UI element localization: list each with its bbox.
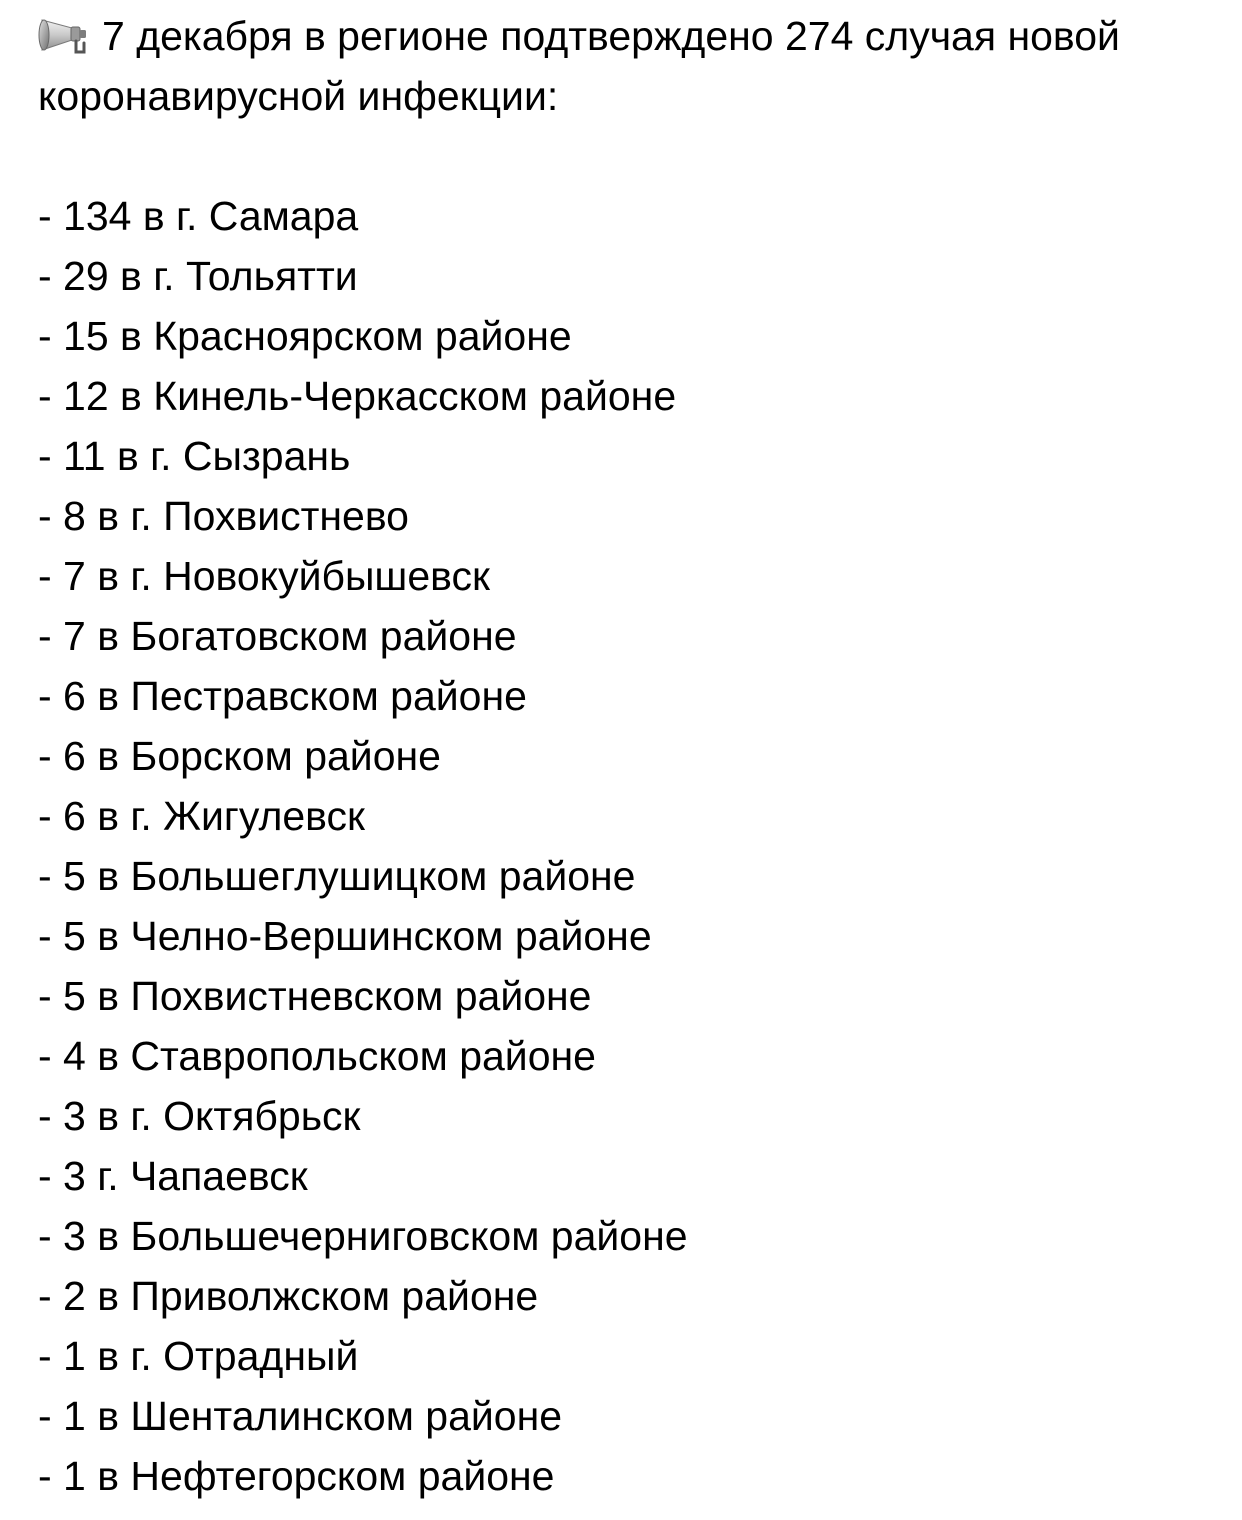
list-item: - 29 в г. Тольятти bbox=[38, 253, 358, 299]
list-item: - 7 в г. Новокуйбышевск bbox=[38, 553, 490, 599]
list-item: - 2 в Приволжском районе bbox=[38, 1273, 539, 1319]
list-item: - 1 в Нефтегорском районе bbox=[38, 1453, 555, 1499]
list-item: - 3 в Большечерниговском районе bbox=[38, 1213, 688, 1259]
list-item: - 15 в Красноярском районе bbox=[38, 313, 572, 359]
list-item: - 7 в Богатовском районе bbox=[38, 613, 517, 659]
list-item: - 5 в Большеглушицком районе bbox=[38, 853, 636, 899]
headline-text: 7 декабря в регионе подтверждено 274 случая новой коронавирусной инфекции: bbox=[38, 13, 1120, 119]
headline bbox=[38, 6, 1218, 126]
list-item: - 5 в Похвистневском районе bbox=[38, 973, 592, 1019]
list-item: - 6 в г. Жигулевск bbox=[38, 793, 365, 839]
list-item: - 8 в г. Похвистнево bbox=[38, 493, 409, 539]
cases-list bbox=[38, 186, 1218, 1506]
megaphone-icon bbox=[38, 10, 92, 56]
list-item: - 6 в Борском районе bbox=[38, 733, 441, 779]
list-item: - 1 в г. Отрадный bbox=[38, 1333, 359, 1379]
list-item: - 6 в Пестравском районе bbox=[38, 673, 527, 719]
list-item: - 4 в Ставропольском районе bbox=[38, 1033, 596, 1079]
list-item: - 134 в г. Самара bbox=[38, 193, 359, 239]
list-item: - 3 в г. Октябрьск bbox=[38, 1093, 361, 1139]
list-item: - 1 в Шенталинском районе bbox=[38, 1393, 563, 1439]
list-item: - 11 в г. Сызрань bbox=[38, 433, 351, 479]
message-body bbox=[38, 6, 1218, 1506]
list-item: - 3 г. Чапаевск bbox=[38, 1153, 308, 1199]
list-item: - 12 в Кинель-Черкасском районе bbox=[38, 373, 677, 419]
list-item: - 5 в Челно-Вершинском районе bbox=[38, 913, 652, 959]
